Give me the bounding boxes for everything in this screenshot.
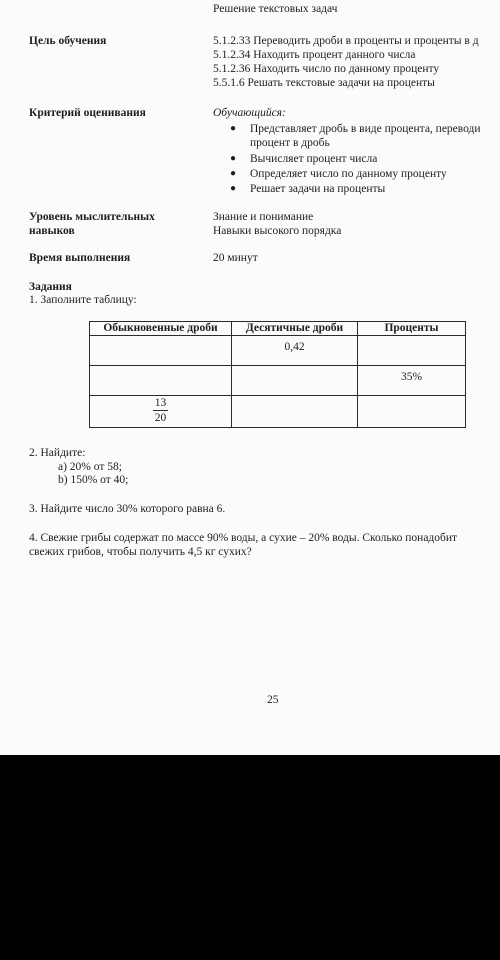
- fraction-denominator: 20: [154, 412, 167, 424]
- goals-label: Цель обучения: [29, 35, 107, 47]
- skills-value: Знание и понимание: [213, 211, 314, 223]
- task-4: свежих грибов, чтобы получить 4,5 кг сухих?: [29, 546, 252, 558]
- table-cell-fraction: [90, 396, 232, 428]
- table-cell: 0,42: [232, 336, 358, 366]
- table-row: [90, 336, 466, 366]
- criteria-item: Определяет число по данному проценту: [250, 168, 447, 180]
- bullet-icon: ●: [230, 153, 237, 164]
- task-2-item: b) 150% от 40;: [58, 474, 129, 486]
- table-header: Десятичные дроби: [232, 322, 358, 336]
- criteria-label: Критерий оценивания: [29, 107, 146, 119]
- time-value: 20 минут: [213, 252, 258, 264]
- goal-item: 5.1.2.33 Переводить дроби в проценты и проценты в д: [213, 35, 479, 47]
- skills-label: Уровень мыслительных: [29, 211, 155, 223]
- topic-text: Решение текстовых задач: [213, 3, 338, 15]
- criteria-item: Решает задачи на проценты: [250, 183, 386, 195]
- table-cell-empty[interactable]: [232, 396, 358, 428]
- table-header: Обыкновенные дроби: [90, 322, 232, 336]
- criteria-item: процент в дробь: [250, 137, 330, 149]
- criteria-item: Вычисляет процент числа: [250, 153, 378, 165]
- table-header-row: [90, 322, 466, 336]
- table-cell-empty[interactable]: [90, 336, 232, 366]
- table-cell-empty[interactable]: [232, 366, 358, 396]
- goal-item: 5.1.2.36 Находить число по данному проценту: [213, 63, 440, 75]
- criteria-item: Представляет дробь в виде процента, переводи: [250, 123, 481, 135]
- table-row: [90, 366, 466, 396]
- tasks-heading: Задания: [29, 281, 72, 293]
- fraction-numerator: 13: [154, 397, 167, 409]
- criteria-intro: Обучающийся:: [213, 107, 286, 119]
- time-label: Время выполнения: [29, 252, 131, 264]
- table-header: Проценты: [358, 322, 466, 336]
- goal-item: 5.1.2.34 Находить процент данного числа: [213, 49, 416, 61]
- skills-value: Навыки высокого порядка: [213, 225, 342, 237]
- task-3: 3. Найдите число 30% которого равна 6.: [29, 503, 226, 515]
- task-4: 4. Свежие грибы содержат по массе 90% воды, а сухие – 20% воды. Сколько понадобит: [29, 532, 458, 544]
- bullet-icon: ●: [230, 168, 237, 179]
- task-1: 1. Заполните таблицу:: [29, 294, 137, 306]
- table-cell-empty[interactable]: [358, 336, 466, 366]
- page-number: 25: [267, 694, 279, 706]
- table-cell-empty[interactable]: [358, 396, 466, 428]
- goal-item: 5.5.1.6 Решать текстовые задачи на проценты: [213, 77, 435, 89]
- table-cell-empty[interactable]: [90, 366, 232, 396]
- task-2: 2. Найдите:: [29, 447, 86, 459]
- table-cell: 35%: [358, 366, 466, 396]
- fraction: [153, 397, 169, 425]
- table-row: [90, 396, 466, 428]
- conversion-table: [89, 321, 466, 428]
- bullet-icon: ●: [230, 123, 237, 134]
- bullet-icon: ●: [230, 183, 237, 194]
- skills-label: навыков: [29, 225, 75, 237]
- task-2-item: а) 20% от 58;: [58, 461, 122, 473]
